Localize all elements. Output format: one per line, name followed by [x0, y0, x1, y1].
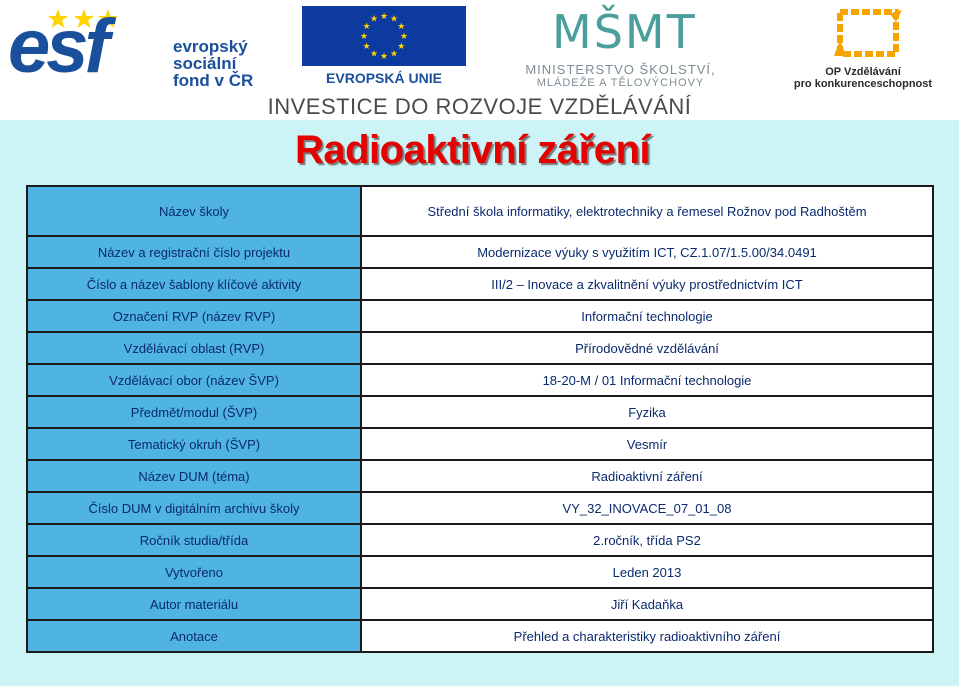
- row-label: Autor materiálu: [27, 588, 361, 620]
- table-row: [27, 186, 933, 236]
- row-value: 2.ročník, třída PS2: [361, 524, 933, 556]
- eu-star-icon: ★: [389, 48, 399, 59]
- row-label: Číslo a název šablony klíčové aktivity: [27, 268, 361, 300]
- row-label: Vzdělávací oblast (RVP): [27, 332, 361, 364]
- eu-label: EVROPSKÁ UNIE: [326, 70, 442, 86]
- eu-star-icon: ★: [362, 21, 371, 31]
- eu-flag-icon: [302, 6, 466, 66]
- eu-star-icon: ★: [362, 41, 371, 51]
- esf-letters: esf: [8, 4, 106, 89]
- row-label: Název a registrační číslo projektu: [27, 236, 361, 268]
- esf-line-3: fond v ČR: [173, 71, 254, 90]
- table-row: [27, 588, 933, 620]
- row-value: III/2 – Inovace a zkvalitnění výuky prostřednictvím ICT: [361, 268, 933, 300]
- row-label: Anotace: [27, 620, 361, 652]
- row-value: Jiří Kadaňka: [361, 588, 933, 620]
- table-row: [27, 620, 933, 652]
- row-value: Modernizace výuky s využitím ICT, CZ.1.07/1.5.00/34.0491: [361, 236, 933, 268]
- table-row: [27, 364, 933, 396]
- row-value: Střední škola informatiky, elektrotechniky a řemesel Rožnov pod Radhoštěm: [361, 186, 933, 236]
- eu-star-icon: ★: [379, 51, 389, 61]
- investice-banner: INVESTICE DO ROZVOJE VZDĚLÁVÁNÍ: [267, 94, 692, 119]
- eu-star-icon: ★: [389, 13, 399, 24]
- row-label: Ročník studia/třída: [27, 524, 361, 556]
- op-arrow-icon: [820, 4, 916, 64]
- row-label: Vytvořeno: [27, 556, 361, 588]
- table-row: [27, 236, 933, 268]
- msmt-monogram: MŠMT: [552, 5, 697, 59]
- header-logo-strip: [0, 0, 959, 120]
- eu-star-icon: ★: [369, 48, 379, 59]
- row-value: Fyzika: [361, 396, 933, 428]
- op-line-1: OP Vzdělávání: [825, 66, 901, 78]
- table-row: [27, 492, 933, 524]
- row-label: Název DUM (téma): [27, 460, 361, 492]
- esf-line-1: evropský: [173, 37, 248, 56]
- op-logo: [770, 4, 956, 88]
- eu-star-icon: ★: [397, 21, 406, 31]
- msmt-line-2: MLÁDEŽE A TĚLOVÝCHOVY: [536, 77, 705, 89]
- table-row: [27, 556, 933, 588]
- op-line-2: pro konkurenceschopnost: [793, 78, 933, 90]
- page-title: Radioaktivní záření: [294, 128, 651, 172]
- row-label: Číslo DUM v digitálním archivu školy: [27, 492, 361, 524]
- row-value: Přehled a charakteristiky radioaktivního záření: [361, 620, 933, 652]
- eu-star-icon: ★: [369, 13, 379, 24]
- row-value: Leden 2013: [361, 556, 933, 588]
- eu-star-icon: ★: [399, 31, 409, 41]
- table-row: [27, 428, 933, 460]
- table-row: [27, 524, 933, 556]
- row-value: Informační technologie: [361, 300, 933, 332]
- table-row: [27, 460, 933, 492]
- table-row: [27, 268, 933, 300]
- row-label: Předmět/modul (ŠVP): [27, 396, 361, 428]
- eu-star-icon: ★: [379, 11, 389, 21]
- info-table: [26, 185, 934, 653]
- row-value: Vesmír: [361, 428, 933, 460]
- eu-star-icon: ★: [359, 31, 369, 41]
- esf-line-2: sociální: [173, 54, 237, 73]
- row-label: Název školy: [27, 186, 361, 236]
- esf-name: [173, 38, 298, 89]
- row-label: Tematický okruh (ŠVP): [27, 428, 361, 460]
- eu-logo: [302, 6, 466, 88]
- table-row: [27, 332, 933, 364]
- eu-star-icon: ★: [397, 41, 406, 51]
- row-value: VY_32_INOVACE_07_01_08: [361, 492, 933, 524]
- row-label: Vzdělávací obor (název ŠVP): [27, 364, 361, 396]
- row-label: Označení RVP (název RVP): [27, 300, 361, 332]
- row-value: 18-20-M / 01 Informační technologie: [361, 364, 933, 396]
- row-value: Radioaktivní záření: [361, 460, 933, 492]
- esf-logo: [8, 6, 293, 88]
- table-row: [27, 396, 933, 428]
- msmt-line-1: MINISTERSTVO ŠKOLSTVÍ,: [525, 62, 716, 77]
- row-value: Přírodovědné vzdělávání: [361, 332, 933, 364]
- table-row: [27, 300, 933, 332]
- msmt-logo: [478, 4, 763, 88]
